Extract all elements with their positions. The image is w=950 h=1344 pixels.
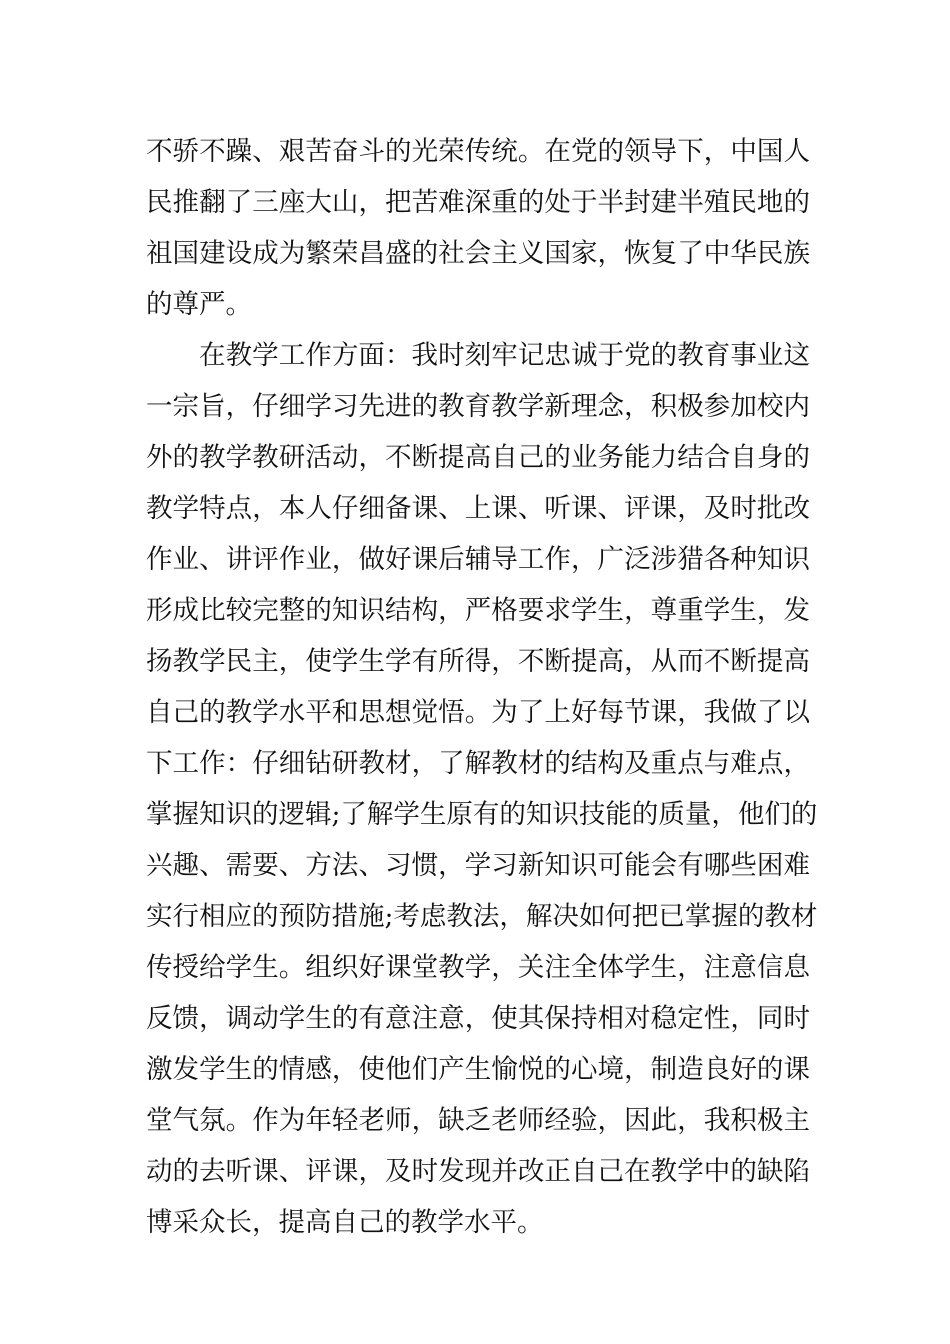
text-line: 传授给学生。组织好课堂教学，关注全体学生，注意信息: [146, 952, 810, 983]
paragraph-1: [146, 126, 810, 330]
text-line: 反馈，调动学生的有意注意，使其保持相对稳定性，同时: [146, 1003, 810, 1034]
text-line: 下工作：仔细钻研教材，了解教材的结构及重点与难点，: [146, 748, 810, 779]
text-line: 博采众长，提高自己的教学水平。: [146, 1207, 544, 1238]
text-line: 动的去听课、评课，及时发现并改正自己在教学中的缺陷: [146, 1156, 810, 1187]
text-line: 形成比较完整的知识结构，严格要求学生，尊重学生，发: [146, 595, 810, 626]
text-line: 民推翻了三座大山，把苦难深重的处于半封建半殖民地的: [146, 187, 810, 218]
text-line: 兴趣、需要、方法、习惯，学习新知识可能会有哪些困难: [146, 850, 810, 881]
text-line: 实行相应的预防措施;考虑教法，解决如何把已掌握的教材: [146, 901, 818, 932]
text-line: 激发学生的情感，使他们产生愉悦的心境，制造良好的课: [146, 1054, 810, 1085]
text-line: 自己的教学水平和思想觉悟。为了上好每节课，我做了以: [146, 697, 810, 728]
text-line: 祖国建设成为繁荣昌盛的社会主义国家，恢复了中华民族: [146, 238, 810, 269]
text-line: 扬教学民主，使学生学有所得，不断提高，从而不断提高: [146, 646, 810, 677]
document-body: [146, 126, 818, 1248]
text-line: 教学特点，本人仔细备课、上课、听课、评课，及时批改: [146, 493, 810, 524]
text-line: 外的教学教研活动，不断提高自己的业务能力结合自身的: [146, 442, 810, 473]
text-line: 在教学工作方面：我时刻牢记忠诚于党的教育事业这: [199, 340, 810, 371]
text-line: 堂气氛。作为年轻老师，缺乏老师经验，因此，我积极主: [146, 1105, 810, 1136]
text-line: 不骄不躁、艰苦奋斗的光荣传统。在党的领导下，中国人: [146, 136, 810, 167]
paragraph-2: [146, 330, 818, 1248]
text-line: 作业、讲评作业，做好课后辅导工作，广泛涉猎各种知识: [146, 544, 810, 575]
text-line: 掌握知识的逻辑;了解学生原有的知识技能的质量，他们的: [146, 799, 818, 830]
text-line: 的尊严。: [146, 289, 252, 320]
text-line: 一宗旨，仔细学习先进的教育教学新理念，积极参加校内: [146, 391, 810, 422]
